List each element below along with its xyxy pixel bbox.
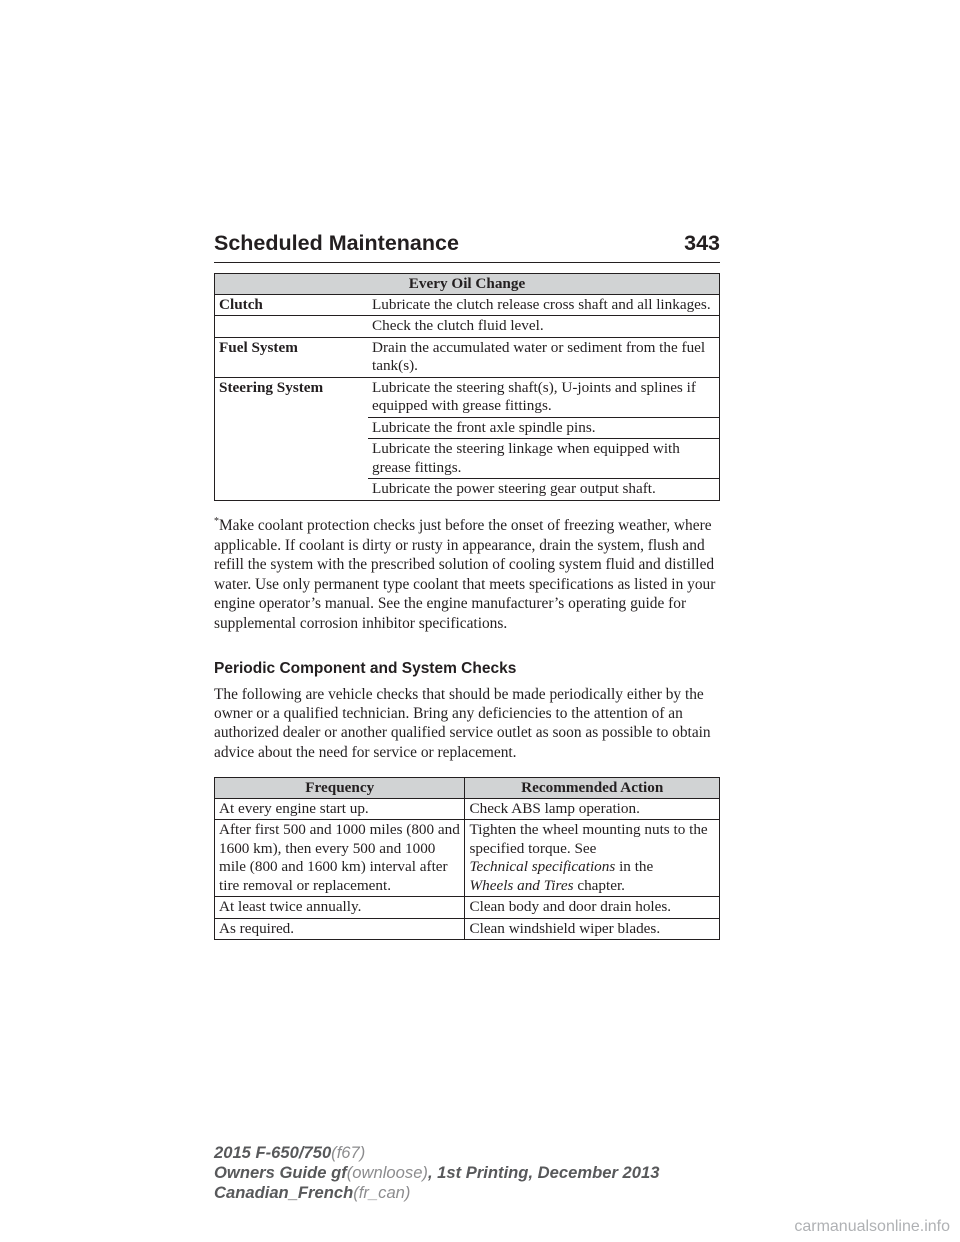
row-text: Check the clutch fluid level. (368, 316, 720, 338)
action-cell: Check ABS lamp operation. (465, 798, 720, 820)
table-row (215, 820, 720, 897)
action-text: in the (619, 858, 654, 875)
row-text: Lubricate the steering shaft(s), U-joints and splines if equipped with grease fittings. (368, 377, 720, 417)
footer-line-guide: Owners Guide gf(ownloose), 1st Printing, December 2013 (214, 1163, 660, 1182)
frequency-cell: At every engine start up. (215, 798, 465, 820)
row-label (215, 439, 369, 479)
footnote-marker: * (214, 516, 219, 527)
periodic-checks-heading: Periodic Component and System Checks (214, 660, 517, 677)
row-label (215, 316, 369, 338)
action-text: Tighten the wheel mounting nuts to the specified torque. See (469, 821, 708, 857)
row-label: Fuel System (215, 337, 369, 377)
table-row (215, 897, 720, 919)
page-number: 343 (684, 231, 720, 255)
table-row (215, 798, 720, 820)
row-text: Drain the accumulated water or sediment from the fuel tank(s). (368, 337, 720, 377)
row-text: Lubricate the power steering gear output shaft. (368, 479, 720, 501)
periodic-checks-intro: The following are vehicle checks that should be made periodically either by the owner or a qualified technician. Bring any deficiencies to the attention of an authorized dealer or another qualified service outlet as soon as possible to obtain advice about the need for service or replacement. (214, 686, 711, 761)
table-row (215, 417, 720, 439)
periodic-checks-table (214, 777, 720, 940)
frequency-cell: As required. (215, 918, 465, 940)
page-header (214, 228, 720, 263)
frequency-cell: After first 500 and 1000 miles (800 and 1600 km), then every 500 and 1000 mile (800 and 1600 km) interval after tire removal or replacement. (215, 820, 465, 897)
action-text: chapter. (577, 876, 625, 894)
wheels-and-tires-reference: Wheels and Tires (469, 876, 574, 894)
table-row (215, 316, 720, 338)
action-cell (465, 820, 720, 897)
oil-table-title: Every Oil Change (215, 274, 720, 295)
table-row (215, 337, 720, 377)
action-cell: Clean body and door drain holes. (465, 897, 720, 919)
table-row (215, 918, 720, 940)
table-row (215, 479, 720, 501)
oil-change-table (214, 273, 720, 501)
table-row (215, 294, 720, 316)
row-label: Steering System (215, 377, 369, 417)
frequency-cell: At least twice annually. (215, 897, 465, 919)
print-footer (214, 1143, 659, 1203)
row-label (215, 479, 369, 501)
action-column-header: Recommended Action (465, 778, 720, 799)
frequency-column-header: Frequency (215, 778, 465, 799)
row-text: Lubricate the clutch release cross shaft and all linkages. (368, 294, 720, 316)
section-title: Scheduled Maintenance (214, 231, 459, 255)
technical-specifications-reference: Technical specifications (469, 858, 616, 875)
row-text: Lubricate the steering linkage when equipped with grease fittings. (368, 439, 720, 479)
row-label: Clutch (215, 294, 369, 316)
action-cell: Clean windshield wiper blades. (465, 918, 720, 940)
table-row (215, 377, 720, 417)
table-row (215, 439, 720, 479)
site-watermark: carmanualsonline.info (794, 1218, 950, 1235)
footnote-text: Make coolant protection checks just before the onset of freezing weather, where applicable. If coolant is dirty or rusty in appearance, drain the system, flush and refill the system with the prescribed solution of cooling system fluid and distilled water. Use only permanent type coolant that meets specifications as listed in your engine operator’s manual. See the engine manufacturer’s operating guide for supplemental corrosion inhibitor specifications. (214, 517, 716, 632)
row-text: Lubricate the front axle spindle pins. (368, 417, 720, 439)
coolant-footnote (214, 516, 724, 634)
row-label (215, 417, 369, 439)
footer-line-language: Canadian_French(fr_can) (214, 1183, 411, 1202)
footer-line-model: 2015 F-650/750(f67) (214, 1143, 366, 1162)
